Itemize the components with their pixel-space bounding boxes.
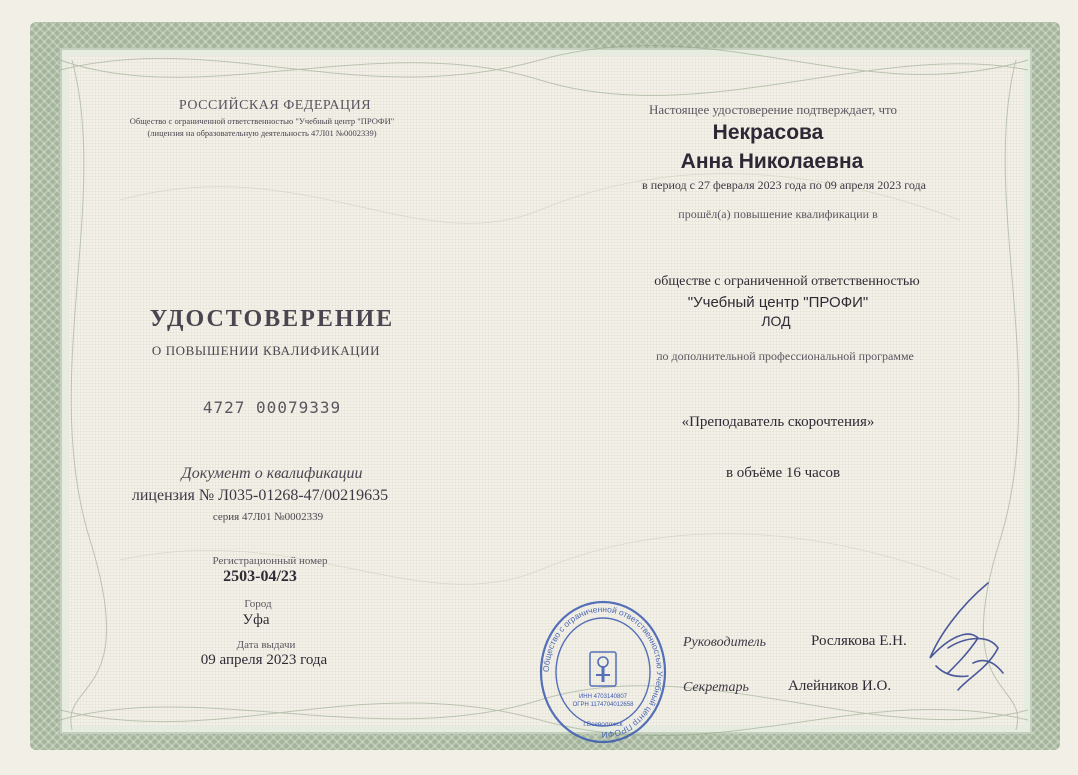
country-heading: РОССИЙСКАЯ ФЕДЕРАЦИЯ (178, 98, 372, 113)
holder-surname: Некрасова (712, 121, 824, 144)
head-label: Руководитель (683, 635, 767, 650)
program-name: «Преподаватель скорочтения» (681, 414, 875, 430)
training-period: в период с 27 февраля 2023 года по 09 апреля 2023 года (642, 178, 926, 192)
city-value: Уфа (242, 612, 270, 628)
document-number: 4727 00079339 (202, 398, 342, 417)
issuer-name: Общество с ограниченной ответственностью "Учебный центр "ПРОФИ" (129, 116, 395, 126)
svg-text:Общество с ограниченной ответс: Общество с ограниченной ответственностью Учебный центр ПРОФИ (540, 603, 666, 741)
svg-text:ОГРН 1174704012658: ОГРН 1174704012658 (572, 702, 634, 708)
handwritten-signature (918, 578, 1008, 698)
svg-text:ИНН 4703140807: ИНН 4703140807 (578, 694, 628, 700)
qualification-series: серия 47Л01 №0002339 (212, 511, 324, 523)
reg-number-label: Регистрационный номер (212, 555, 328, 567)
org-line-3: ЛОД (761, 313, 791, 329)
issuer-license: (лицензия на образовательную деятельность 47Л01 №0002339) (147, 128, 377, 138)
organization-seal (538, 598, 668, 746)
org-line-2: "Учебный центр "ПРОФИ" (687, 294, 869, 311)
org-line-1: обществе с ограниченной ответственностью (654, 274, 920, 289)
document-subtitle: О ПОВЫШЕНИИ КВАЛИФИКАЦИИ (151, 343, 381, 358)
passed-text: прошёл(а) повышение квалификации в (678, 207, 878, 221)
holder-given-names: Анна Николаевна (680, 150, 864, 173)
document-title: УДОСТОВЕРЕНИЕ (149, 306, 395, 332)
issue-date-value: 09 апреля 2023 года (200, 652, 328, 668)
head-name: Рослякова Е.Н. (811, 633, 907, 649)
reg-number-value: 2503-04/23 (223, 568, 297, 585)
city-label: Город (244, 598, 272, 610)
confirm-text: Настоящее удостоверение подтверждает, что (648, 102, 898, 117)
secretary-label: Секретарь (683, 680, 749, 695)
issue-date-label: Дата выдачи (236, 639, 296, 651)
qualification-title: Документ о квалификации (181, 465, 363, 482)
secretary-name: Алейников И.О. (788, 678, 892, 694)
svg-text:г.Всеволожск: г.Всеволожск (583, 721, 623, 728)
program-volume: в объёме 16 часов (725, 465, 841, 481)
qualification-license: лицензия № Л035-01268-47/00219635 (131, 487, 389, 504)
program-label: по дополнительной профессиональной программе (656, 349, 914, 363)
